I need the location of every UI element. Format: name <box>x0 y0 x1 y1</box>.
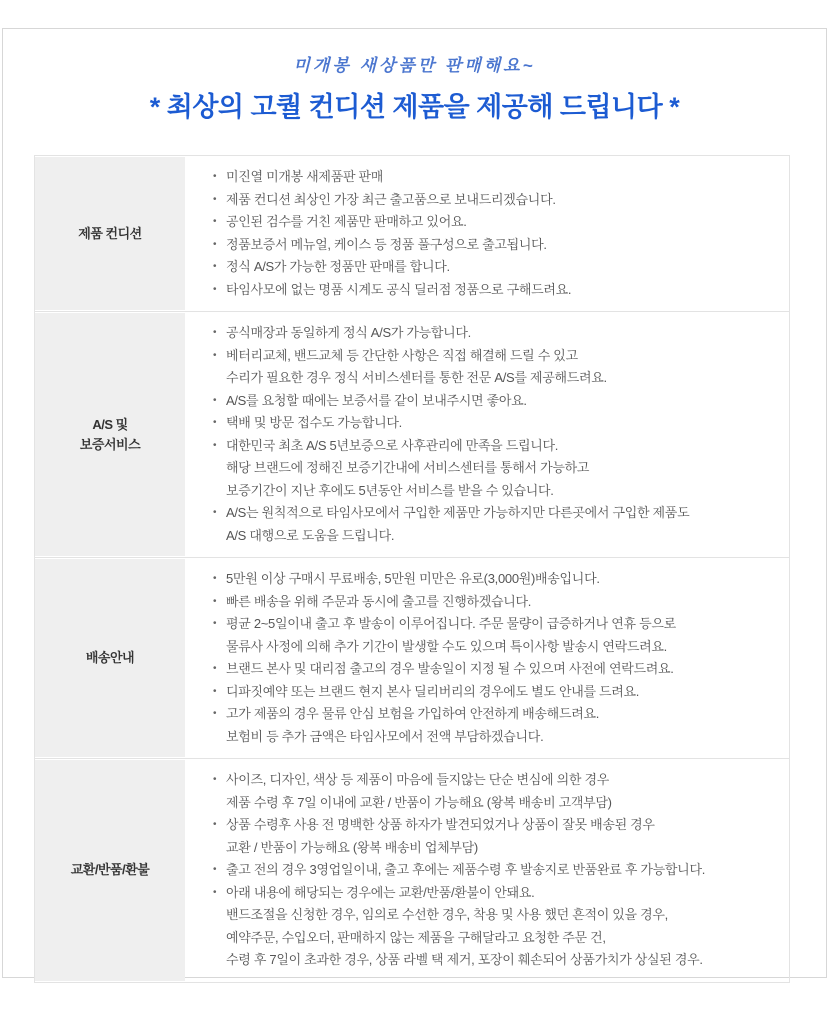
section-label-product-condition <box>35 157 185 310</box>
bullet-item <box>213 814 705 859</box>
bullet-item <box>213 658 676 681</box>
bullet-line: • 빠른 배송을 위해 주문과 동시에 출고를 진행하겠습니다. <box>226 593 532 609</box>
product-info-panel <box>2 28 827 978</box>
bullet-item <box>213 322 689 345</box>
section-label-line: 제품 컨디션 <box>78 225 142 241</box>
bullet-item <box>213 390 689 413</box>
bullet-line: • 상품 수령후 사용 전 명백한 상품 하자가 발견되었거나 상품이 잘못 배송된 경우 <box>226 817 655 832</box>
section-content-as-warranty <box>185 312 789 557</box>
section-label-line: A/S 및 <box>92 416 128 432</box>
handwriting-tagline: 미개봉 새상품만 판매해요~ <box>293 56 536 75</box>
bullet-item <box>213 882 705 972</box>
table-row-product-condition <box>35 156 789 311</box>
bullet-line: 제품 수령 후 7일 이내에 교환 / 반품이 가능해요 (왕복 배송비 고객부담) <box>226 794 612 810</box>
bullet-list <box>185 568 676 748</box>
page-header <box>3 29 826 124</box>
bullet-list <box>185 322 689 547</box>
bullet-line: 물류사 사정에 의해 추가 기간이 발생할 수도 있으며 특이사항 발송시 연락드려요. <box>226 638 667 654</box>
section-label-line: 보증서비스 <box>79 436 141 452</box>
section-label-shipping-info <box>35 559 185 757</box>
bullet-line: • 브랜드 본사 및 대리점 출고의 경우 발송일이 지정 될 수 있으며 사전에 연락드려요. <box>226 661 674 676</box>
bullet-line: • 공인된 검수를 거친 제품만 판매하고 있어요. <box>226 214 467 229</box>
bullet-item <box>213 189 571 212</box>
section-content-product-condition <box>185 156 789 311</box>
bullet-line: • 공식매장과 동일하게 정식 A/S가 가능합니다. <box>226 325 471 340</box>
bullet-line: 수령 후 7일이 초과한 경우, 상품 라벨 택 제거, 포장이 훼손되어 상품가치가 상실된 경우. <box>226 952 703 967</box>
bullet-line: • 디파짓예약 또는 브랜드 현지 본사 딜리버리의 경우에도 별도 안내를 드려요. <box>226 683 640 699</box>
section-label-as-warranty <box>35 313 185 556</box>
bullet-item <box>213 502 689 547</box>
bullet-line: • 제품 컨디션 최상인 가장 최근 출고품으로 보내드리겠습니다. <box>226 191 556 207</box>
bullet-line: 해당 브랜드에 정해진 보증기간내에 서비스센터를 통해서 가능하고 <box>226 460 590 475</box>
bullet-line: • 베터리교체, 밴드교체 등 간단한 사항은 직접 해결해 드릴 수 있고 <box>226 347 578 363</box>
bullet-item <box>213 859 705 882</box>
bullet-line: • 고가 제품의 경우 물류 안심 보험을 가입하여 안전하게 배송해드려요. <box>226 706 600 721</box>
bullet-line: • 정식 A/S가 가능한 정품만 판매를 합니다. <box>226 259 450 274</box>
section-content-shipping-info <box>185 558 789 758</box>
bullet-item <box>213 234 571 257</box>
bullet-item <box>213 568 676 591</box>
bullet-line: • 타임사모에 없는 명품 시계도 공식 딜러점 정품으로 구해드려요. <box>226 281 572 297</box>
section-label-exchange-refund <box>35 760 185 981</box>
bullet-line: 밴드조절을 신청한 경우, 임의로 수선한 경우, 착용 및 사용 했던 흔적이 있을 경우, <box>226 907 668 922</box>
bullet-line: • 5만원 이상 구매시 무료배송, 5만원 미만은 유로(3,000원)배송입니다. <box>226 571 600 586</box>
bullet-line: • 정품보증서 메뉴얼, 케이스 등 정품 풀구성으로 출고됩니다. <box>226 236 547 252</box>
page-title: * 최상의 고퀄 컨디션 제품을 제공해 드립니다 * <box>149 92 680 122</box>
table-row-exchange-refund <box>35 758 789 982</box>
bullet-line: • 출고 전의 경우 3영업일이내, 출고 후에는 제품수령 후 발송지로 반품완료 후 가능합니다. <box>226 862 706 877</box>
bullet-item <box>213 769 705 814</box>
bullet-line: • A/S를 요청할 때에는 보증서를 같이 보내주시면 좋아요. <box>226 392 527 408</box>
bullet-line: 수리가 필요한 경우 정식 서비스센터를 통한 전문 A/S를 제공해드려요. <box>226 370 607 385</box>
bullet-line: 보험비 등 추가 금액은 타임사모에서 전액 부담하겠습니다. <box>226 728 544 744</box>
bullet-line: • A/S는 원칙적으로 타임사모에서 구입한 제품만 가능하지만 다른곳에서 구입한 제품도 <box>226 505 690 520</box>
bullet-line: 보증기간이 지난 후에도 5년동안 서비스를 받을 수 있습니다. <box>226 482 554 498</box>
bullet-item <box>213 681 676 704</box>
bullet-item <box>213 703 676 748</box>
bullet-line: • 미진열 미개봉 새제품판 판매 <box>226 169 384 184</box>
section-label-line: 배송안내 <box>85 650 135 665</box>
info-table <box>34 155 790 983</box>
table-row-shipping-info <box>35 557 789 758</box>
bullet-item <box>213 591 676 614</box>
bullet-item <box>213 613 676 658</box>
bullet-item <box>213 345 689 390</box>
bullet-line: 예약주문, 수입오더, 판매하지 않는 제품을 구해달라고 요청한 주문 건, <box>226 929 606 945</box>
bullet-line: • 대한민국 최초 A/S 5년보증으로 사후관리에 만족을 드립니다. <box>226 437 559 453</box>
bullet-item <box>213 279 571 302</box>
bullet-item <box>213 412 689 435</box>
section-label-line: 교환/반품/환불 <box>70 862 150 878</box>
bullet-line: • 택배 및 방문 접수도 가능합니다. <box>226 415 402 430</box>
bullet-line: • 평균 2~5일이내 출고 후 발송이 이루어집니다. 주문 물량이 급증하거나 연휴 등으로 <box>226 616 676 631</box>
bullet-list <box>185 166 571 301</box>
bullet-line: 교환 / 반품이 가능해요 (왕복 배송비 업체부담) <box>226 839 478 855</box>
bullet-item <box>213 166 571 189</box>
bullet-line: • 아래 내용에 해당되는 경우에는 교환/반품/환불이 안돼요. <box>226 884 535 900</box>
bullet-item <box>213 211 571 234</box>
table-row-as-warranty <box>35 311 789 557</box>
bullet-line: A/S 대행으로 도움을 드립니다. <box>226 527 395 543</box>
bullet-list <box>185 769 705 972</box>
bullet-line: • 사이즈, 디자인, 색상 등 제품이 마음에 들지않는 단순 변심에 의한 경우 <box>226 772 609 787</box>
section-content-exchange-refund <box>185 759 789 982</box>
bullet-item <box>213 435 689 503</box>
bullet-item <box>213 256 571 279</box>
